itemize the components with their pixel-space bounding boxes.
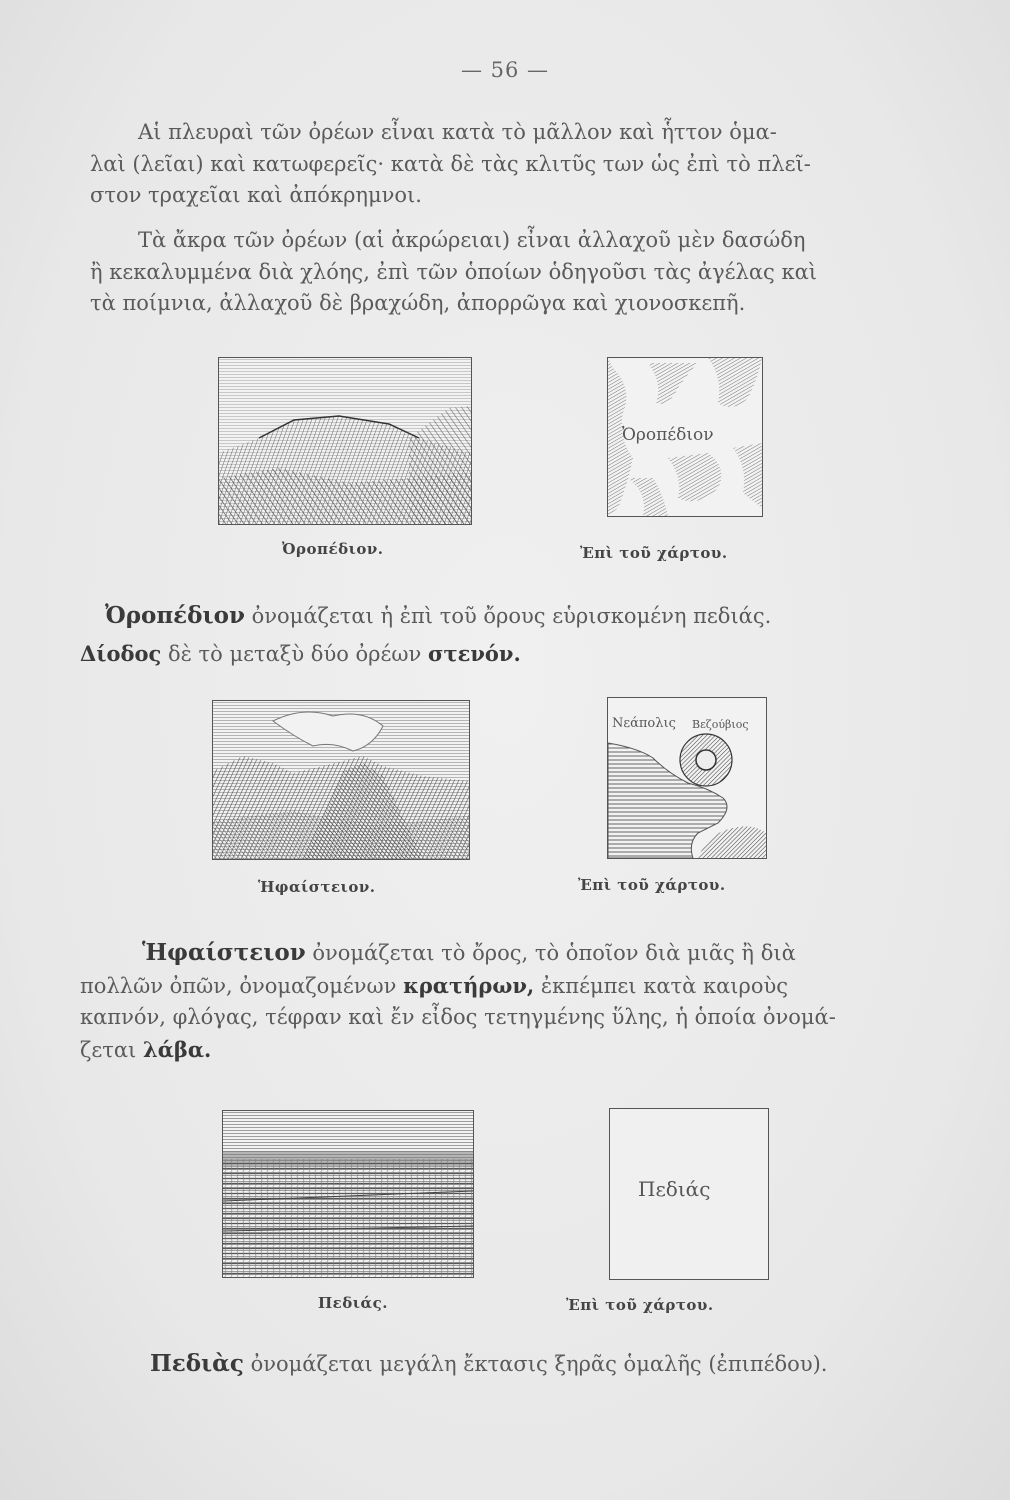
plain-engraving <box>222 1110 474 1278</box>
term-lava: λάβα. <box>142 1036 212 1062</box>
text-line: στον τραχεῖαι καὶ ἀπόκρημνοι. <box>90 183 422 207</box>
plateau-map-label: Ὀροπέδιον <box>622 425 714 445</box>
page-number: — 56 — <box>460 58 550 82</box>
definition-plain <box>150 1348 950 1381</box>
term-narrow: στενόν. <box>427 641 521 666</box>
map-caption: Ἐπὶ τοῦ χάρτου. <box>580 544 728 562</box>
volcano-map <box>607 697 767 859</box>
volcano-engraving <box>212 700 470 860</box>
definition-volcano <box>80 937 915 1066</box>
definition-text: ὀνομάζεται μεγάλη ἔκτασις ξηρᾶς ὁμαλῆς (ἐπιπέδου). <box>243 1352 828 1376</box>
text-line <box>80 937 915 970</box>
text-line <box>80 970 915 1003</box>
text-line: καπνόν, φλόγας, τέφραν καὶ ἔν εἶδος τετηγμένης ὕλης, ἡ ὁποία ὀνομά- <box>80 1005 836 1029</box>
text-line <box>80 1034 915 1067</box>
text-line: λαὶ (λεῖαι) καὶ κατωφερεῖς· κατὰ δὲ τὰς κλιτῦς των ὡς ἐπὶ τὸ πλεῖ- <box>90 151 811 176</box>
volcano-caption: Ἡφαίστειον. <box>258 878 376 896</box>
term-plateau: Ὀροπέδιον <box>105 602 245 629</box>
term-volcano: Ἡφαίστειον <box>142 939 306 966</box>
plain-caption: Πεδιάς. <box>318 1294 388 1312</box>
definition-text: πολλῶν ὀπῶν, ὀνομαζομένων <box>80 973 404 998</box>
definition-plateau <box>105 600 925 633</box>
definition-text: ζεται <box>80 1037 143 1062</box>
definition-text: δὲ τὸ μεταξὺ δύο ὀρέων <box>161 642 428 666</box>
definition-pass <box>80 638 900 671</box>
text-line: Αἱ πλευραὶ τῶν ὀρέων εἶναι κατὰ τὸ μᾶλλον καὶ ἧττον ὁμα- <box>138 120 777 144</box>
plateau-caption: Ὀροπέδιον. <box>282 540 384 558</box>
map-label-naples: Νεάπολις <box>612 716 676 731</box>
term-pass: Δίοδος <box>80 641 162 666</box>
plateau-map <box>607 357 763 517</box>
definition-text: ἐκπέμπει κατὰ καιροὺς <box>534 973 789 998</box>
plain-map-label: Πεδιάς <box>638 1177 711 1201</box>
text-line <box>105 600 925 633</box>
term-craters: κρατήρων, <box>403 972 535 998</box>
definition-text: ὀνομάζεται τὸ ὄρος, τὸ ὁποῖον διὰ μιᾶς ἢ διὰ <box>305 941 796 965</box>
text-line <box>150 1348 950 1381</box>
map-caption: Ἐπὶ τοῦ χάρτου. <box>566 1296 714 1314</box>
text-line <box>80 638 900 671</box>
map-label-vesuvius: Βεζούβιος <box>692 718 749 731</box>
text-line: τὰ ποίμνια, ἀλλαχοῦ δὲ βραχώδη, ἀπορρῶγα καὶ χιονοσκεπῆ. <box>90 291 746 315</box>
map-caption: Ἐπὶ τοῦ χάρτου. <box>578 876 726 894</box>
plateau-engraving <box>218 357 472 525</box>
text-line: Τὰ ἄκρα τῶν ὀρέων (αἱ ἀκρώρειαι) εἶναι ἀλλαχοῦ μὲν δασώδη <box>138 228 806 252</box>
term-plain: Πεδιὰς <box>150 1350 244 1377</box>
paragraph-summits <box>90 225 920 320</box>
paragraph-slopes <box>90 117 920 212</box>
definition-text: ὀνομάζεται ἡ ἐπὶ τοῦ ὄρους εὑρισκομένη πεδιάς. <box>244 604 772 628</box>
text-line: ἢ κεκαλυμμένα διὰ χλόης, ἐπὶ τῶν ὁποίων ὁδηγοῦσι τὰς ἀγέλας καὶ <box>90 259 817 284</box>
plain-map <box>609 1108 769 1280</box>
